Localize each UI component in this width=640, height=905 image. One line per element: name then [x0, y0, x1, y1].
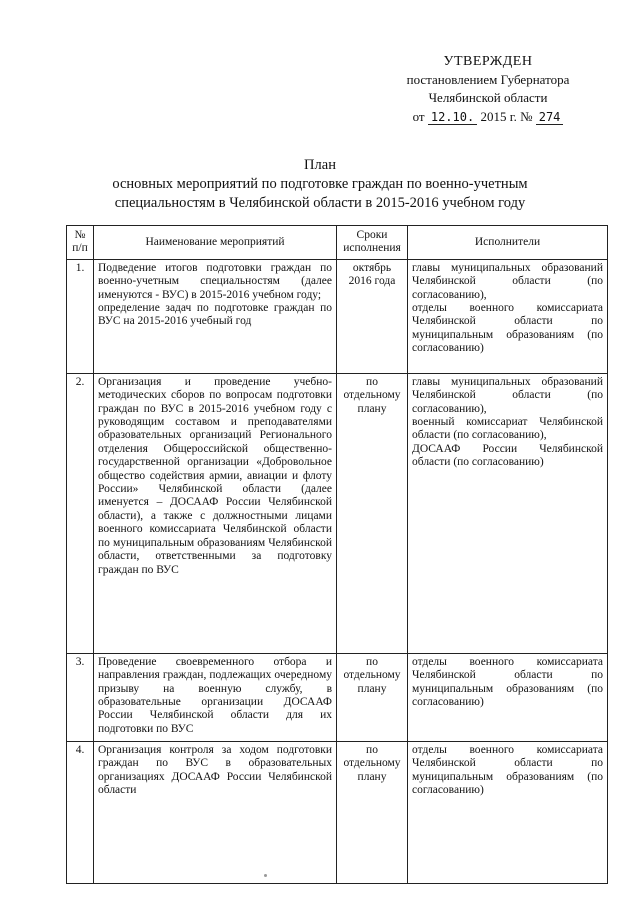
- row-name: [94, 741, 337, 883]
- row-exec: [408, 741, 608, 883]
- table-row: [67, 653, 608, 741]
- approval-line-2: Челябинской области: [428, 90, 548, 105]
- row-exec-line: главы муниципальных образований Челябинской области (по согласованию),: [412, 261, 603, 301]
- heading-line-2: основных мероприятий по подготовке граждан по военно-учетным: [112, 176, 528, 192]
- date-prefix: от: [412, 109, 425, 124]
- row-term: по отдельному плану: [337, 373, 408, 653]
- table-row: [67, 259, 608, 373]
- row-num: 2.: [67, 373, 94, 653]
- row-term: по отдельному плану: [337, 741, 408, 883]
- row-num: 4.: [67, 741, 94, 883]
- plan-table: [66, 225, 608, 884]
- row-name: [94, 373, 337, 653]
- row-num: 1.: [67, 259, 94, 373]
- heading-line-3: специальностям в Челябинской области в 2015-2016 учебном году: [114, 195, 526, 211]
- approval-stamp: [388, 53, 588, 126]
- heading-line-1: План: [304, 157, 336, 173]
- row-name-line: Подведение итогов подготовки граждан по военно-учетным специальностям (далее именуются - ВУС) в 2015-2016 учебном году;: [98, 261, 332, 301]
- row-term: октябрь 2016 года: [337, 259, 408, 373]
- date-year: 2015 г. №: [480, 109, 533, 124]
- plan-heading: [80, 156, 560, 213]
- table-row: [67, 373, 608, 653]
- table-header-row: [67, 226, 608, 260]
- approval-title: УТВЕРЖДЕН: [443, 54, 533, 69]
- row-exec-line: отделы военного комиссариата Челябинской области по муниципальным образованиям (по согласованию): [412, 302, 603, 355]
- table-row: [67, 741, 608, 883]
- row-exec-line: отделы военного комиссариата Челябинской области по муниципальным образованиям (по согласованию): [412, 655, 603, 709]
- row-name-line: определение задач по подготовке граждан по ВУС на 2015-2016 учебный год: [98, 302, 332, 328]
- row-name-line: Проведение своевременного отбора и направления граждан, подлежащих очередному призыву на военную службу, в образовательные организации ДОСААФ России Челябинской области для их подготовки по ВУС: [98, 655, 332, 735]
- decree-number: 274: [536, 110, 564, 125]
- row-term: по отдельному плану: [337, 653, 408, 741]
- header-name: Наименование мероприятий: [94, 226, 337, 260]
- row-exec-line: главы муниципальных образований Челябинской области (по согласованию),: [412, 375, 603, 415]
- row-exec: [408, 259, 608, 373]
- row-exec: [408, 653, 608, 741]
- approval-date-line: [388, 108, 588, 126]
- header-num: № п/п: [67, 226, 94, 260]
- row-exec-line: военный комиссариат Челябинской области (по согласованию),: [412, 416, 603, 442]
- row-exec: [408, 373, 608, 653]
- scan-dot: [264, 874, 267, 877]
- row-name-line: Организация и проведение учебно-методических сборов по вопросам подготовки граждан по ВУС в 2015-2016 учебном году с руководящим составом и преподавателями образовательных организаций Регионального отделения Общероссийской общественно-государственной организации «Добровольное общество содействия армии, авиации и флоту России» Челябинской области (далее именуется – ДОСААФ России Челябинской области), а также с должностными лицами военного комиссариата Челябинской области по муниципальным образованиям Челябинской области, ответственными за подготовку граждан по ВУС: [98, 375, 332, 576]
- date-value: 12.10.: [428, 110, 477, 125]
- approval-line-1: постановлением Губернатора: [406, 72, 570, 87]
- header-exec: Исполнители: [408, 226, 608, 260]
- row-name: [94, 653, 337, 741]
- row-exec-line: ДОСААФ России Челябинской области (по согласованию): [412, 442, 603, 469]
- header-term: Сроки исполнения: [337, 226, 408, 260]
- row-name: [94, 259, 337, 373]
- row-exec-line: отделы военного комиссариата Челябинской области по муниципальным образованиям (по согласованию): [412, 743, 603, 797]
- row-num: 3.: [67, 653, 94, 741]
- row-name-line: Организация контроля за ходом подготовки граждан по ВУС в образовательных организациях ДОСААФ России Челябинской области: [98, 743, 332, 797]
